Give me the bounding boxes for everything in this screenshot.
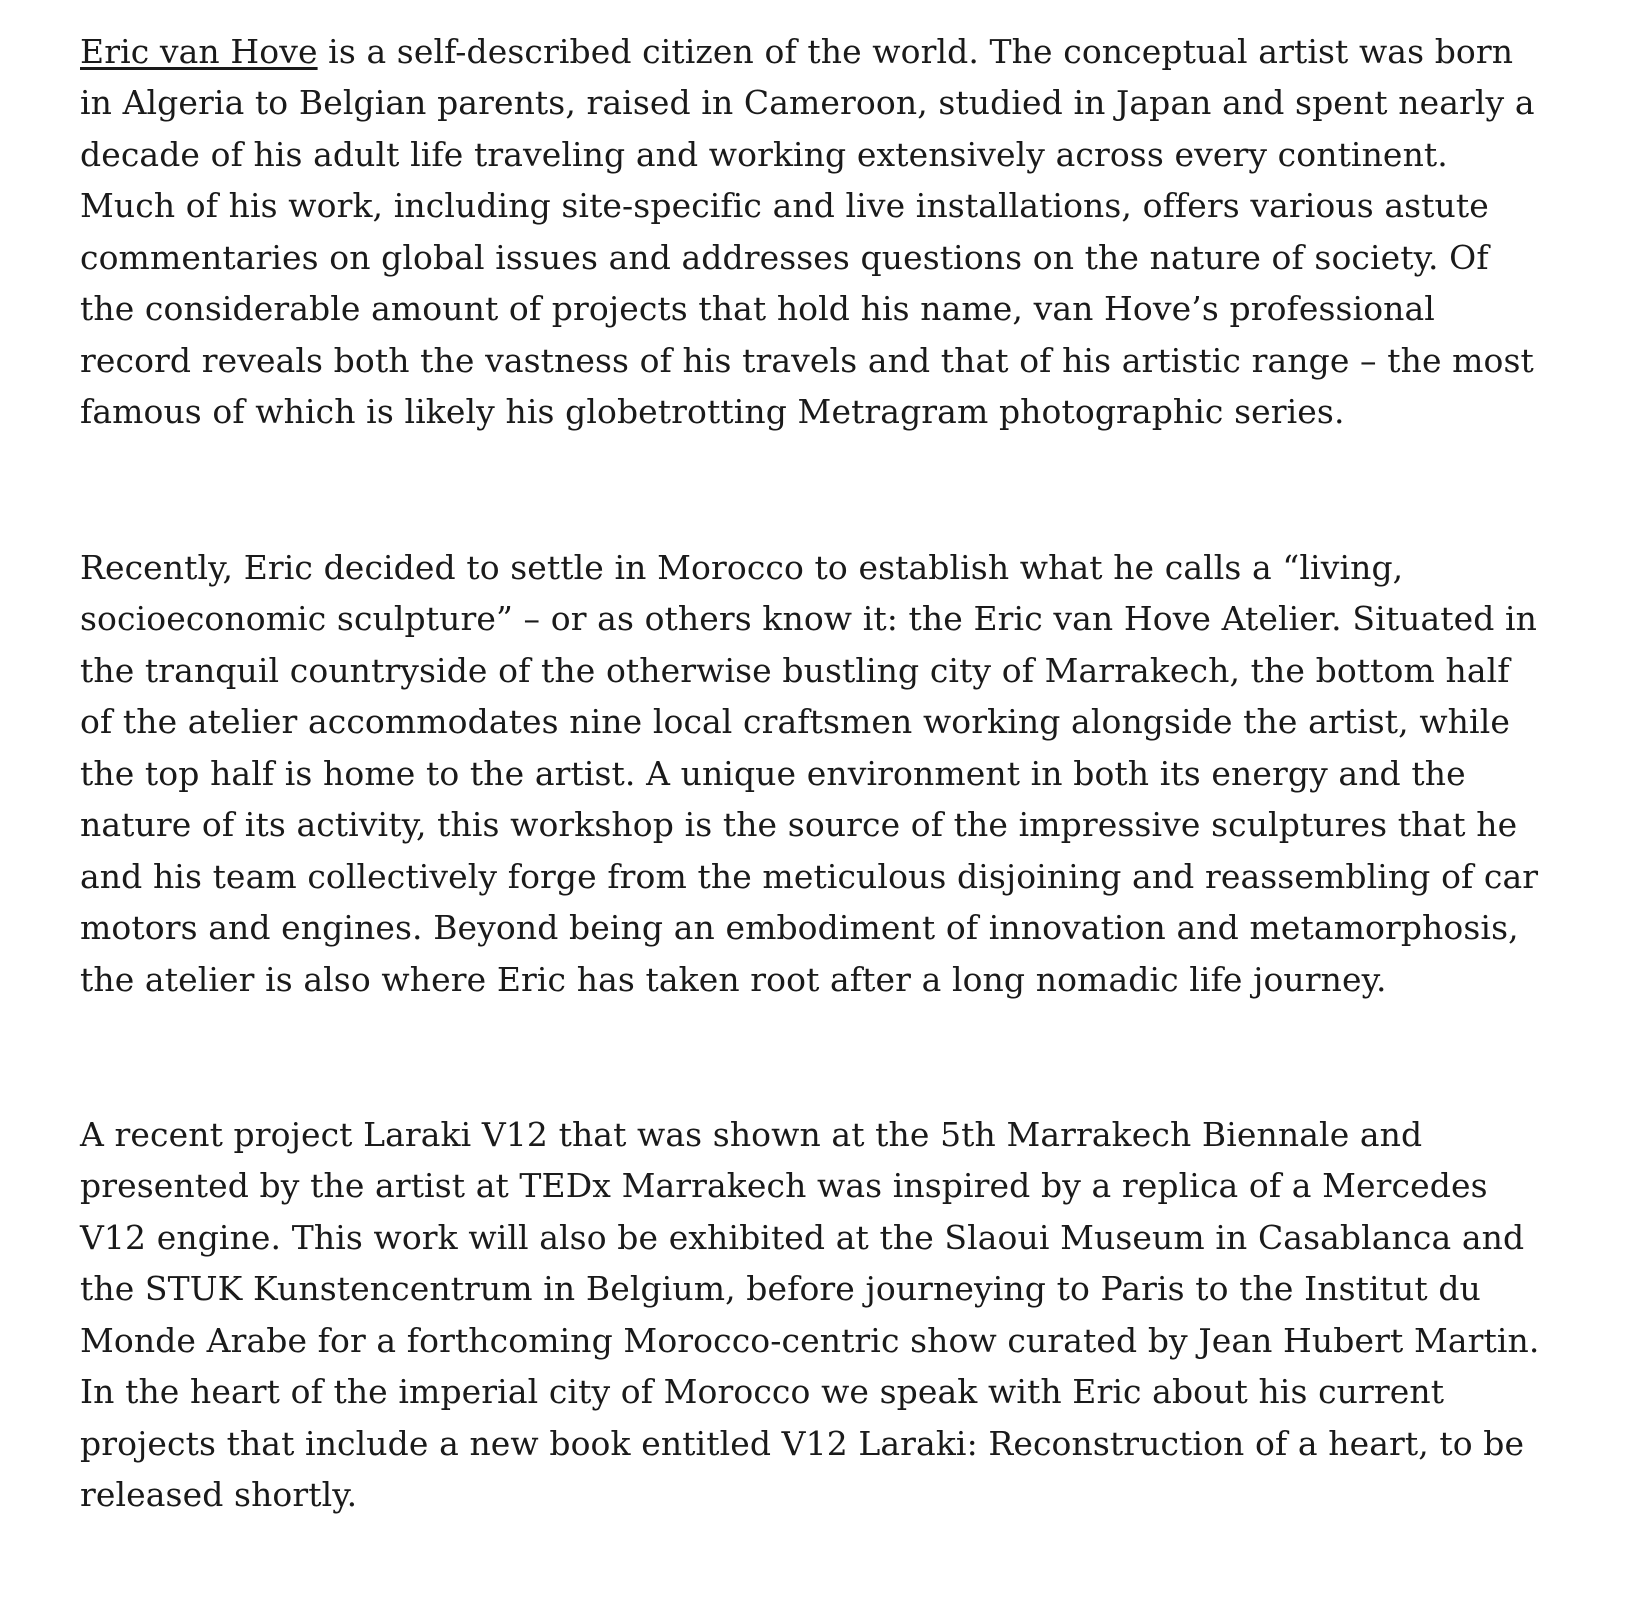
paragraph-laraki: A recent project Laraki V12 that was shown at the 5th Marrakech Biennale and presented by the artist at TEDx Marrakech was inspired by a replica of a Mercedes V12 engine. This work will also be exhibited at the Slaoui Museum in Casablanca and the STUK Kunstencentrum in Belgium, before journeying to Paris to the Institut du Monde Arabe for a forthcoming Morocco-centric show curated by Jean Hubert Martin. In the heart of the imperial city of Morocco we speak with Eric about his current projects that include a new book entitled V12 Laraki: Reconstruction of a heart, to be released shortly. — [80, 1114, 1540, 1515]
paragraph-intro-text: is a self-described citizen of the world. The conceptual artist was born in Algeria to Belgian parents, raised in Cameroon, studied in Japan and spent nearly a decade of his adult life traveling and working extensively across every continent. Much of his work, including site-specific and live installations, offers various astute commentaries on global issues and addresses questions on the nature of society. Of the considerable amount of projects that hold his name, van Hove’s professional record reveals both the vastness of his travels and that of his artistic range – the most famous of which is likely his globetrotting Metragram photographic series. — [80, 32, 1535, 432]
paragraph-atelier: Recently, Eric decided to settle in Morocco to establish what he calls a “living, socioeconomic sculpture” – or as others know it: the Eric van Hove Atelier. Situated in the tranquil countryside of the otherwise bustling city of Marrakech, the bottom half of the atelier accommodates nine local craftsmen working alongside the artist, while the top half is home to the artist. A unique environment in both its energy and the nature of its activity, this workshop is the source of the impressive sculptures that he and his team collectively forge from the meticulous disjoining and reassembling of car motors and engines. Beyond being an embodiment of innovation and metamorphosis, the atelier is also where Eric has taken root after a long nomadic life journey. — [80, 547, 1539, 999]
eric-van-hove-link[interactable]: Eric van Hove — [80, 32, 318, 71]
paragraph-intro — [80, 26, 1548, 438]
